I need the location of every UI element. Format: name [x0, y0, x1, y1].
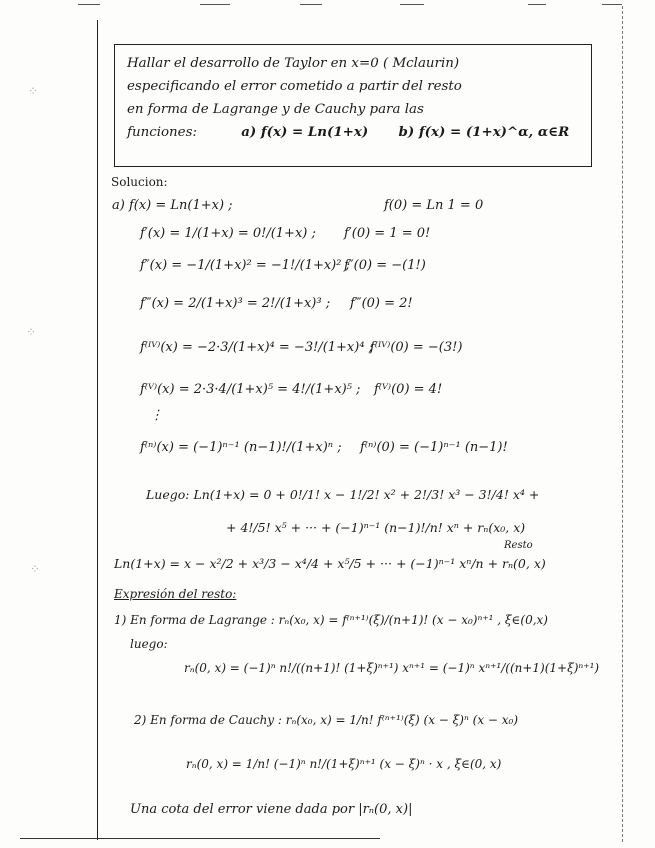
problem-line-1: Hallar el desarrollo de Taylor en x=0 ( Mclaurin) — [127, 56, 460, 71]
bottom-line — [20, 838, 380, 839]
margin-smudge-1: ⁘ — [28, 84, 39, 98]
resto-label: Resto — [504, 540, 533, 551]
derivative-5-rhs: f⁽ⱽ⁾(0) = 4! — [374, 382, 443, 397]
cauchy-result: rₙ(0, x) = 1/n! (−1)ⁿ n!/(1+ξ)ⁿ⁺¹ (x − ξ)ⁿ · x , ξ∈(0, x) — [186, 757, 502, 771]
derivative-1-rhs: f′(0) = 1 = 0! — [344, 226, 431, 241]
luego-line-2: + 4!/5! x⁵ + ··· + (−1)ⁿ⁻¹ (n−1)!/n! xⁿ + rₙ(x₀, x) — [226, 520, 526, 535]
derivative-3-lhs: f‴(x) = 2/(1+x)³ = 2!/(1+x)³ ; — [140, 296, 331, 311]
derivative-4-lhs: f⁽ᴵⱽ⁾(x) = −2·3/(1+x)⁴ = −3!/(1+x)⁴ ; — [140, 340, 374, 355]
derivative-n-lhs: f⁽ⁿ⁾(x) = (−1)ⁿ⁻¹ (n−1)!/(1+x)ⁿ ; — [140, 440, 342, 455]
margin-smudge-3: ⁘ — [30, 562, 41, 576]
margin-smudge-2: ⁘ — [26, 325, 37, 339]
remainder-heading: Expresión del resto: — [114, 587, 237, 601]
problem-line-3: en forma de Lagrange y de Cauchy para las — [127, 102, 424, 117]
derivative-2-lhs: f″(x) = −1/(1+x)² = −1!/(1+x)² ; — [140, 258, 350, 273]
derivative-3-rhs: f‴(0) = 2! — [350, 296, 413, 311]
problem-statement-box — [114, 44, 592, 167]
cauchy-formula: 2) En forma de Cauchy : rₙ(x₀, x) = 1/n! f⁽ⁿ⁺¹⁾(ξ) (x − ξ)ⁿ (x − x₀) — [134, 713, 519, 727]
luego-line-1: Luego: Ln(1+x) = 0 + 0!/1! x − 1!/2! x² + 2!/3! x³ − 3!/4! x⁴ + — [146, 487, 540, 502]
top-dash-3 — [300, 4, 322, 5]
solution-label: Solucion: — [111, 175, 168, 189]
part-b: b) f(x) = (1+x)^α, α∈R — [398, 124, 570, 140]
derivative-5-lhs: f⁽ⱽ⁾(x) = 2·3·4/(1+x)⁵ = 4!/(1+x)⁵ ; — [140, 382, 361, 397]
error-bound-line: Una cota del error viene dada por |rₙ(0, x)| — [130, 802, 413, 817]
lagrange-result: rₙ(0, x) = (−1)ⁿ n!/((n+1)! (1+ξ)ⁿ⁺¹) xⁿ⁺¹ = (−1)ⁿ xⁿ⁺¹/((n+1)(1+ξ)ⁿ⁺¹) — [184, 661, 600, 675]
top-dash-5 — [528, 4, 546, 5]
derivative-n-rhs: f⁽ⁿ⁾(0) = (−1)ⁿ⁻¹ (n−1)! — [360, 440, 508, 455]
derivative-0-lhs: a) f(x) = Ln(1+x) ; — [112, 198, 233, 213]
page-left-border — [97, 20, 98, 840]
derivative-ellipsis: ⋮ — [150, 408, 163, 423]
derivative-2-rhs: f″(0) = −(1!) — [344, 258, 426, 273]
problem-line-2: especificando el error cometido a partir del resto — [127, 79, 462, 94]
page-right-edge — [622, 6, 623, 842]
problem-line-4 — [127, 121, 579, 144]
part-a: a) f(x) = Ln(1+x) — [241, 124, 369, 140]
derivative-4-rhs: f⁽ᴵⱽ⁾(0) = −(3!) — [370, 340, 463, 355]
top-dash-2 — [200, 4, 230, 5]
problem-last-line: funciones: — [127, 125, 197, 140]
top-dash-1 — [78, 4, 100, 5]
series-line: Ln(1+x) = x − x²/2 + x³/3 − x⁴/4 + x⁵/5 + ··· + (−1)ⁿ⁻¹ xⁿ/n + rₙ(0, x) — [114, 556, 546, 571]
top-dash-6 — [602, 4, 622, 5]
lagrange-formula: 1) En forma de Lagrange : rₙ(x₀, x) = f⁽ⁿ⁺¹⁾(ξ)/(n+1)! (x − x₀)ⁿ⁺¹ , ξ∈(0,x) — [114, 613, 548, 627]
luego-label: luego: — [130, 637, 168, 651]
derivative-1-lhs: f′(x) = 1/(1+x) = 0!/(1+x) ; — [140, 226, 316, 241]
top-dash-4 — [400, 4, 424, 5]
derivative-0-rhs: f(0) = Ln 1 = 0 — [384, 198, 484, 213]
